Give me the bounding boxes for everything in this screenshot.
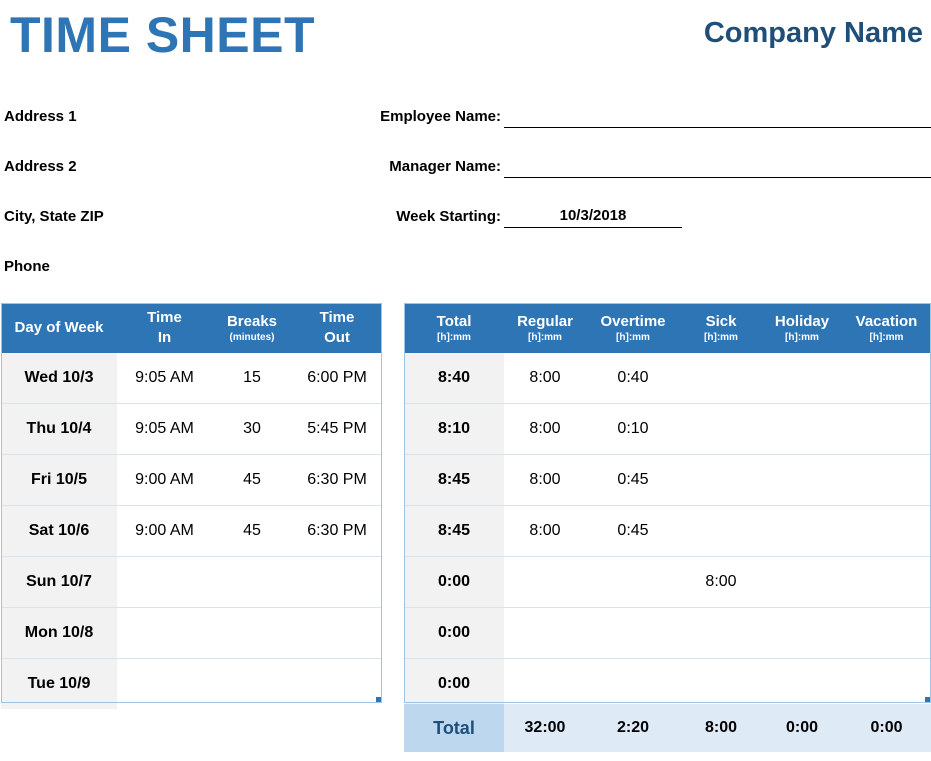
table-row bbox=[404, 557, 931, 608]
holiday-cell[interactable] bbox=[762, 404, 842, 455]
vacation-cell[interactable] bbox=[842, 659, 931, 710]
regular-cell bbox=[504, 608, 586, 659]
total-regular: 32:00 bbox=[504, 704, 586, 752]
header-sick-unit: [h]:mm bbox=[704, 332, 738, 343]
time-out-cell[interactable] bbox=[292, 659, 382, 710]
total-holiday: 0:00 bbox=[762, 704, 842, 752]
header-breaks bbox=[212, 303, 292, 353]
header-overtime bbox=[586, 303, 680, 353]
time-out-cell[interactable]: 6:30 PM bbox=[292, 506, 382, 557]
address-line-2[interactable]: Address 2 bbox=[4, 158, 77, 175]
header-breaks-label: Breaks bbox=[226, 313, 278, 330]
day-cell: Sat 10/6 bbox=[1, 506, 117, 557]
regular-cell: 8:00 bbox=[504, 353, 586, 404]
total-cell: 8:40 bbox=[404, 353, 504, 404]
header-vacation-label: Vacation bbox=[855, 313, 918, 330]
totals-row bbox=[404, 704, 931, 752]
table-row bbox=[1, 353, 382, 404]
breaks-cell[interactable] bbox=[212, 608, 292, 659]
breaks-cell[interactable]: 45 bbox=[212, 506, 292, 557]
header-time-out-line2: Out bbox=[324, 329, 350, 346]
regular-cell: 8:00 bbox=[504, 455, 586, 506]
sick-cell[interactable] bbox=[680, 506, 762, 557]
time-in-cell[interactable] bbox=[117, 608, 212, 659]
header-time-out-line1: Time bbox=[319, 309, 355, 326]
holiday-cell[interactable] bbox=[762, 506, 842, 557]
sick-cell[interactable] bbox=[680, 608, 762, 659]
total-cell: 8:45 bbox=[404, 455, 504, 506]
day-cell: Wed 10/3 bbox=[1, 353, 117, 404]
time-in-cell[interactable]: 9:05 AM bbox=[117, 353, 212, 404]
header-total bbox=[404, 303, 504, 353]
vacation-cell[interactable] bbox=[842, 404, 931, 455]
header-total-unit: [h]:mm bbox=[437, 332, 471, 343]
time-out-cell[interactable]: 5:45 PM bbox=[292, 404, 382, 455]
day-cell: Tue 10/9 bbox=[1, 659, 117, 710]
overtime-cell: 0:10 bbox=[586, 404, 680, 455]
time-in-cell[interactable] bbox=[117, 659, 212, 710]
header-time-in-line2: In bbox=[157, 329, 172, 346]
table-resize-handle[interactable] bbox=[376, 697, 381, 702]
overtime-cell bbox=[586, 608, 680, 659]
header-sick-label: Sick bbox=[705, 313, 737, 330]
header-regular-unit: [h]:mm bbox=[528, 332, 562, 343]
week-starting-label: Week Starting: bbox=[396, 208, 501, 225]
header-holiday-unit: [h]:mm bbox=[785, 332, 819, 343]
day-cell: Thu 10/4 bbox=[1, 404, 117, 455]
day-cell: Fri 10/5 bbox=[1, 455, 117, 506]
regular-cell bbox=[504, 557, 586, 608]
header-overtime-label: Overtime bbox=[600, 313, 666, 330]
company-name[interactable]: Company Name bbox=[703, 17, 923, 49]
time-in-cell[interactable] bbox=[117, 557, 212, 608]
employee-name-field[interactable] bbox=[504, 107, 931, 128]
hours-table-header bbox=[404, 303, 931, 353]
total-vacation: 0:00 bbox=[842, 704, 931, 752]
time-in-cell[interactable]: 9:00 AM bbox=[117, 506, 212, 557]
holiday-cell[interactable] bbox=[762, 557, 842, 608]
header-time-out bbox=[292, 303, 382, 353]
manager-name-field[interactable] bbox=[504, 157, 931, 178]
holiday-cell[interactable] bbox=[762, 353, 842, 404]
table-row bbox=[404, 353, 931, 404]
header-breaks-unit: (minutes) bbox=[229, 332, 275, 343]
header-regular bbox=[504, 303, 586, 353]
time-in-cell[interactable]: 9:00 AM bbox=[117, 455, 212, 506]
totals-label: Total bbox=[404, 704, 504, 752]
table-row bbox=[1, 608, 382, 659]
time-in-cell[interactable]: 9:05 AM bbox=[117, 404, 212, 455]
holiday-cell[interactable] bbox=[762, 455, 842, 506]
sick-cell[interactable]: 8:00 bbox=[680, 557, 762, 608]
sick-cell[interactable] bbox=[680, 455, 762, 506]
total-sick: 8:00 bbox=[680, 704, 762, 752]
holiday-cell[interactable] bbox=[762, 608, 842, 659]
table-row bbox=[1, 404, 382, 455]
sick-cell[interactable] bbox=[680, 659, 762, 710]
table-row bbox=[404, 608, 931, 659]
table-row bbox=[1, 557, 382, 608]
table-row bbox=[1, 455, 382, 506]
breaks-cell[interactable] bbox=[212, 557, 292, 608]
overtime-cell: 0:40 bbox=[586, 353, 680, 404]
header-holiday bbox=[762, 303, 842, 353]
address-city-state-zip[interactable]: City, State ZIP bbox=[4, 208, 104, 225]
time-entry-table bbox=[1, 303, 382, 709]
address-phone[interactable]: Phone bbox=[4, 258, 50, 275]
manager-name-label: Manager Name: bbox=[389, 158, 501, 175]
header-vacation-unit: [h]:mm bbox=[869, 332, 904, 343]
header-day-of-week: Day of Week bbox=[1, 303, 117, 353]
day-cell: Sun 10/7 bbox=[1, 557, 117, 608]
table-resize-handle[interactable] bbox=[925, 697, 930, 702]
sheet-title: TIME SHEET bbox=[10, 7, 316, 63]
header-holiday-label: Holiday bbox=[774, 313, 830, 330]
sick-cell[interactable] bbox=[680, 404, 762, 455]
overtime-cell bbox=[586, 557, 680, 608]
holiday-cell[interactable] bbox=[762, 659, 842, 710]
regular-cell: 8:00 bbox=[504, 404, 586, 455]
vacation-cell[interactable] bbox=[842, 557, 931, 608]
table-row bbox=[404, 659, 931, 710]
vacation-cell[interactable] bbox=[842, 353, 931, 404]
time-out-cell[interactable] bbox=[292, 608, 382, 659]
total-cell: 8:45 bbox=[404, 506, 504, 557]
table-row bbox=[404, 404, 931, 455]
header-time-in-line1: Time bbox=[147, 309, 182, 326]
table-row bbox=[404, 455, 931, 506]
vacation-cell[interactable] bbox=[842, 455, 931, 506]
hours-table bbox=[404, 303, 931, 709]
total-cell: 8:10 bbox=[404, 404, 504, 455]
header-regular-label: Regular bbox=[517, 313, 573, 330]
header-vacation bbox=[842, 303, 931, 353]
header-overtime-unit: [h]:mm bbox=[616, 332, 650, 343]
header-sick bbox=[680, 303, 762, 353]
header-total-label: Total bbox=[436, 313, 472, 330]
overtime-cell: 0:45 bbox=[586, 506, 680, 557]
breaks-cell[interactable]: 30 bbox=[212, 404, 292, 455]
total-cell: 0:00 bbox=[404, 659, 504, 710]
vacation-cell[interactable] bbox=[842, 506, 931, 557]
vacation-cell[interactable] bbox=[842, 608, 931, 659]
table-row bbox=[1, 506, 382, 557]
time-out-cell[interactable]: 6:00 PM bbox=[292, 353, 382, 404]
week-starting-field[interactable]: 10/3/2018 bbox=[559, 207, 627, 224]
address-line-1[interactable]: Address 1 bbox=[4, 108, 77, 125]
table-row bbox=[404, 506, 931, 557]
time-out-cell[interactable]: 6:30 PM bbox=[292, 455, 382, 506]
employee-name-label: Employee Name: bbox=[380, 108, 501, 125]
table-row bbox=[1, 659, 382, 710]
total-cell: 0:00 bbox=[404, 608, 504, 659]
total-cell: 0:00 bbox=[404, 557, 504, 608]
overtime-cell: 0:45 bbox=[586, 455, 680, 506]
regular-cell bbox=[504, 659, 586, 710]
day-cell: Mon 10/8 bbox=[1, 608, 117, 659]
regular-cell: 8:00 bbox=[504, 506, 586, 557]
breaks-cell[interactable] bbox=[212, 659, 292, 710]
overtime-cell bbox=[586, 659, 680, 710]
time-out-cell[interactable] bbox=[292, 557, 382, 608]
total-overtime: 2:20 bbox=[586, 704, 680, 752]
sick-cell[interactable] bbox=[680, 353, 762, 404]
header-time-in bbox=[117, 303, 212, 353]
breaks-cell[interactable]: 45 bbox=[212, 455, 292, 506]
time-table-header bbox=[1, 303, 382, 353]
breaks-cell[interactable]: 15 bbox=[212, 353, 292, 404]
